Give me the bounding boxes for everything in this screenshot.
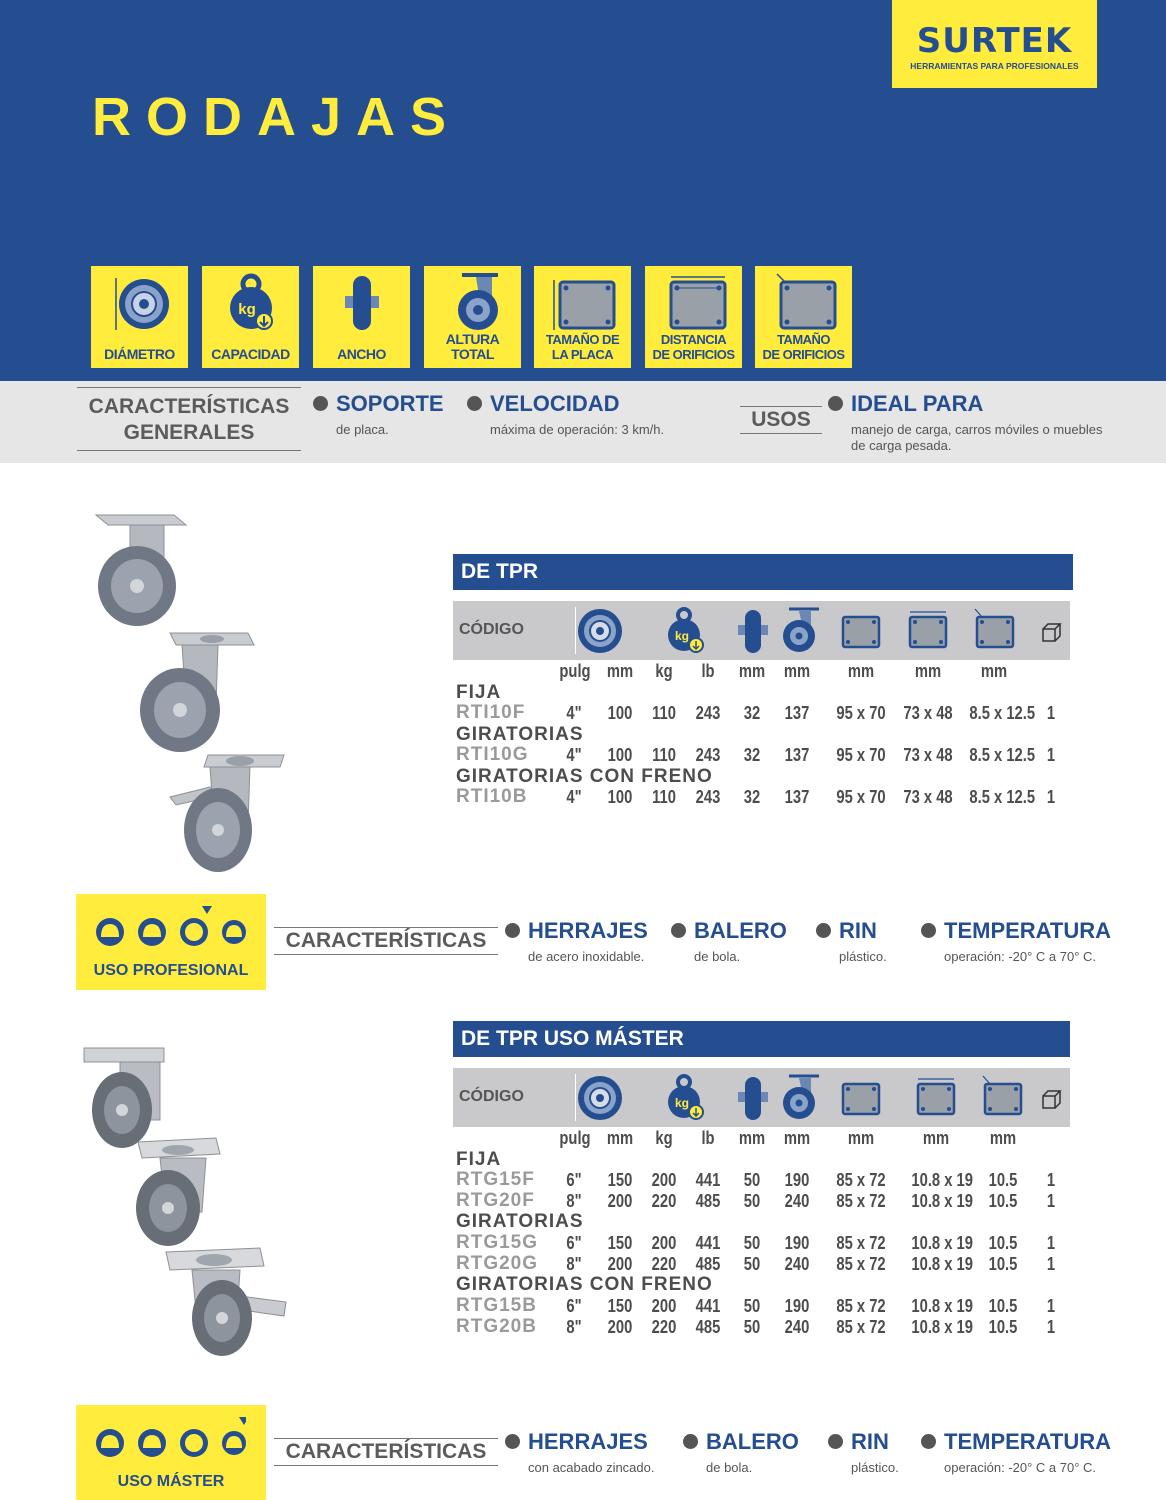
feature-title: BALERO [694,918,787,943]
table-header-tpr [453,601,1070,660]
value-cell: 8" [566,1191,582,1211]
value-cell: 190 [784,1233,810,1253]
hole-size-icon [973,607,1017,655]
group-row [0,1149,1166,1171]
table-row [0,744,1166,766]
value-cell: 1 [1046,1191,1056,1211]
value-cell: 10.8 x 19 [911,1296,973,1316]
value-cell: 240 [784,1191,810,1211]
value-cell: 220 [651,1317,677,1337]
box-quantity-icon [1039,607,1063,655]
unit-cell: mm [738,661,766,681]
product-code: RTI10B [456,786,528,807]
characteristics-heading: CARACTERÍSTICAS [274,1438,498,1466]
unit-cell: mm [914,661,942,681]
svg-text:kg: kg [674,629,690,643]
product-code: RTG20G [456,1253,539,1274]
table-row [0,1295,1166,1317]
value-cell: 95 x 70 [836,787,886,807]
value-cell: 32 [743,787,761,807]
usos-heading: USOS [740,406,822,434]
value-cell: 150 [607,1233,633,1253]
feature-description: de acero inoxidable. [528,949,645,964]
unit-cell: kg [655,661,673,681]
bullet-dot [313,396,328,411]
group-label: GIRATORIAS CON FRENO [456,766,713,787]
kg-weight-icon [663,1074,709,1122]
product-code: RTI10F [456,702,526,723]
value-cell: 10.5 [988,1170,1018,1190]
unit-cell: mm [847,661,875,681]
value-cell: 10.5 [988,1254,1018,1274]
value-cell: 85 x 72 [836,1233,886,1253]
characteristics-heading: CARACTERÍSTICAS [274,927,498,955]
value-cell: 200 [651,1233,677,1253]
value-cell: 100 [607,745,633,765]
value-cell: 8.5 x 12.5 [969,703,1036,723]
value-cell: 1 [1046,1317,1056,1337]
value-cell: 6" [566,1296,582,1316]
feature-title: VELOCIDAD [490,391,620,416]
value-cell: 50 [743,1191,761,1211]
value-cell: 32 [743,745,761,765]
value-cell: 32 [743,703,761,723]
value-cell: 137 [784,745,810,765]
bullet-dot [816,923,831,938]
feature-description: de bola. [706,1460,753,1475]
value-cell: 6" [566,1233,582,1253]
value-cell: 200 [607,1254,633,1274]
ideal-line1: manejo de carga, carros móviles o muebles [851,422,1103,437]
brand-logo [892,0,1097,88]
group-row [0,1274,1166,1296]
unit-cell: mm [738,1128,766,1148]
group-label: GIRATORIAS [456,1211,584,1232]
table-row [0,786,1166,808]
table-row [0,1253,1166,1275]
unit-cell: mm [606,1128,634,1148]
page-title: RODAJAS [92,87,462,147]
group-label: FIJA [456,682,502,703]
value-cell: 85 x 72 [836,1191,886,1211]
value-cell: 10.5 [988,1191,1018,1211]
value-cell: 50 [743,1317,761,1337]
bullet-dot [828,1434,843,1449]
hole-size-feature [755,266,852,368]
icon-label: TAMAÑO DE LA PLACA [545,332,620,362]
feature-description: plástico. [839,949,887,964]
value-cell: 1 [1046,745,1056,765]
value-cell: 95 x 70 [836,703,886,723]
table-row [0,1232,1166,1254]
icon-label: DISTANCIA DE ORIFICIOS [652,332,735,362]
value-cell: 95 x 70 [836,745,886,765]
value-cell: 6" [566,1170,582,1190]
diameter-feature [91,266,188,368]
bullet-dot [921,1434,936,1449]
value-cell: 243 [695,703,721,723]
bullet-dot [467,396,482,411]
general-heading [77,387,301,451]
fixed-caster-image [96,515,186,626]
bullet-dot [671,923,686,938]
hole-distance-icon [659,272,729,334]
value-cell: 8.5 x 12.5 [969,787,1036,807]
feature-title: BALERO [706,1429,799,1454]
wheel-diameter-icon [109,272,171,334]
value-cell: 200 [607,1317,633,1337]
unit-cell: pulg [559,1128,591,1148]
value-cell: 50 [743,1296,761,1316]
feature-title: RIN [851,1429,889,1454]
wheel-width-icon [735,607,771,655]
caster-height-icon [775,607,821,655]
caster-height-icon [775,1074,821,1122]
value-cell: 85 x 72 [836,1254,886,1274]
table-row [0,1316,1166,1338]
value-cell: 85 x 72 [836,1317,886,1337]
value-cell: 50 [743,1254,761,1274]
value-cell: 50 [743,1170,761,1190]
hole-distance-icon [906,607,950,655]
feature-title: TEMPERATURA [944,1429,1112,1454]
value-cell: 100 [607,787,633,807]
feature-description: con acabado zincado. [528,1460,655,1475]
group-label: GIRATORIAS CON FRENO [456,1274,713,1295]
svg-text:kg: kg [674,1096,690,1110]
feature-title: IDEAL PARA [851,391,984,416]
unit-cell: mm [922,1128,950,1148]
unit-cell: mm [783,1128,811,1148]
wheel-width-icon [735,1074,771,1122]
feature-title: SOPORTE [336,391,444,416]
value-cell: 240 [784,1317,810,1337]
general-heading-line2: GENERALES [123,421,255,444]
kg-weight-icon [220,272,282,334]
feature-description: máxima de operación: 3 km/h. [490,422,665,437]
value-cell: 50 [743,1233,761,1253]
bullet-dot [828,396,843,411]
unit-cell: pulg [559,661,591,681]
usage-level-icons [96,906,246,948]
product-code: RTG20B [456,1316,537,1337]
codigo-label: CÓDIGO [459,1088,524,1105]
product-code: RTI10G [456,744,529,765]
plate-size-icon [839,607,883,655]
icon-label: ANCHO [337,346,386,362]
product-code: RTG15F [456,1169,535,1190]
caster-height-icon [442,272,504,334]
value-cell: 110 [652,703,676,723]
feature-title: TEMPERATURA [944,918,1112,943]
value-cell: 190 [784,1170,810,1190]
hole-distance-icon [914,1074,958,1122]
icon-label: DIÁMETRO [104,346,175,362]
value-cell: 10.5 [988,1233,1018,1253]
usage-level-icons [96,1417,246,1459]
value-cell: 73 x 48 [903,745,953,765]
header-divider [575,1074,576,1121]
svg-text:kg: kg [237,301,256,318]
plate-size-icon [548,272,618,334]
feature-title: HERRAJES [528,918,648,943]
feature-description: de bola. [694,949,741,964]
value-cell: 4" [566,787,582,807]
icon-label: TAMAÑO DE ORIFICIOS [762,332,845,362]
value-cell: 85 x 72 [836,1296,886,1316]
group-label: FIJA [456,1149,502,1170]
value-cell: 485 [695,1254,721,1274]
feature-description: plástico. [851,1460,899,1475]
bullet-dot [505,1434,520,1449]
value-cell: 10.8 x 19 [911,1191,973,1211]
group-label: GIRATORIAS [456,724,584,745]
value-cell: 10.8 x 19 [911,1170,973,1190]
width-feature [313,266,410,368]
capacity-feature [202,266,299,368]
feature-title: RIN [839,918,877,943]
unit-cell: lb [701,661,715,681]
value-cell: 85 x 72 [836,1170,886,1190]
hero-banner [0,0,1166,381]
value-cell: 485 [695,1191,721,1211]
group-row [0,1211,1166,1233]
value-cell: 137 [784,787,810,807]
value-cell: 441 [695,1233,721,1253]
value-cell: 243 [695,745,721,765]
feature-description [851,422,1102,454]
height-feature [424,266,521,368]
group-row [0,682,1166,704]
value-cell: 150 [607,1170,633,1190]
feature-description: operación: -20° C a 70° C. [944,1460,1097,1475]
value-cell: 190 [784,1296,810,1316]
usage-label: USO PROFESIONAL [93,962,249,979]
value-cell: 110 [652,745,676,765]
table-row [0,1190,1166,1212]
value-cell: 137 [784,703,810,723]
value-cell: 73 x 48 [903,703,953,723]
brand-name: SURTEK [916,21,1073,61]
box-quantity-icon [1039,1074,1063,1122]
wheel-diameter-icon [577,1074,623,1122]
value-cell: 485 [695,1317,721,1337]
value-cell: 200 [607,1191,633,1211]
hole-size-icon [769,272,839,334]
wheel-width-icon [331,272,393,334]
usage-label: USO MÁSTER [117,1473,225,1490]
table-row [0,1169,1166,1191]
bullet-dot [683,1434,698,1449]
plate-size-icon [839,1074,883,1122]
bullet-dot [505,923,520,938]
value-cell: 1 [1046,1233,1056,1253]
usage-badge-profesional [76,894,266,990]
value-cell: 8" [566,1317,582,1337]
unit-cell: lb [701,1128,715,1148]
hole-distance-feature [645,266,742,368]
group-row [0,724,1166,746]
value-cell: 10.5 [988,1296,1018,1316]
table-row [0,702,1166,724]
general-heading-line1: CARACTERÍSTICAS [88,395,290,418]
value-cell: 441 [695,1296,721,1316]
value-cell: 220 [651,1254,677,1274]
value-cell: 10.8 x 19 [911,1254,973,1274]
unit-cell: mm [980,661,1008,681]
unit-cell: kg [655,1128,673,1148]
value-cell: 1 [1046,1254,1056,1274]
value-cell: 1 [1046,1296,1056,1316]
value-cell: 1 [1046,703,1056,723]
value-cell: 110 [652,787,676,807]
wheel-diameter-icon [577,607,623,655]
value-cell: 10.8 x 19 [911,1233,973,1253]
value-cell: 4" [566,745,582,765]
group-row [0,766,1166,788]
units-row [0,1127,1166,1149]
ideal-line2: de carga pesada. [851,438,952,453]
value-cell: 150 [607,1296,633,1316]
value-cell: 243 [695,787,721,807]
section-title-master: DE TPR USO MÁSTER [453,1021,1070,1057]
value-cell: 200 [651,1170,677,1190]
kg-weight-icon [663,607,709,655]
feature-description: de placa. [336,422,389,437]
general-characteristics-band [0,381,1166,463]
icon-label: ALTURA TOTAL [445,331,500,362]
icon-label: CAPACIDAD [211,346,290,362]
value-cell: 10.8 x 19 [911,1317,973,1337]
value-cell: 4" [566,703,582,723]
plate-size-feature [534,266,631,368]
feature-description: operación: -20° C a 70° C. [944,949,1097,964]
value-cell: 1 [1046,1170,1056,1190]
product-code: RTG15G [456,1232,539,1253]
product-code: RTG20F [456,1190,535,1211]
hole-size-icon [981,1074,1025,1122]
unit-cell: mm [847,1128,875,1148]
value-cell: 200 [651,1296,677,1316]
value-cell: 240 [784,1254,810,1274]
units-row [0,660,1166,682]
table-header-master [453,1068,1070,1127]
unit-cell: mm [989,1128,1017,1148]
unit-cell: mm [783,661,811,681]
brand-tagline: HERRAMIENTAS PARA PROFESIONALES [910,61,1079,71]
header-divider [575,607,576,654]
value-cell: 1 [1046,787,1056,807]
bullet-dot [921,923,936,938]
value-cell: 8" [566,1254,582,1274]
value-cell: 100 [607,703,633,723]
value-cell: 73 x 48 [903,787,953,807]
codigo-label: CÓDIGO [459,621,524,638]
unit-cell: mm [606,661,634,681]
value-cell: 10.5 [988,1317,1018,1337]
section-title-tpr: DE TPR [453,554,1073,590]
feature-title: HERRAJES [528,1429,648,1454]
product-code: RTG15B [456,1295,537,1316]
value-cell: 441 [695,1170,721,1190]
value-cell: 220 [651,1191,677,1211]
value-cell: 8.5 x 12.5 [969,745,1036,765]
usage-badge-master [76,1405,266,1500]
